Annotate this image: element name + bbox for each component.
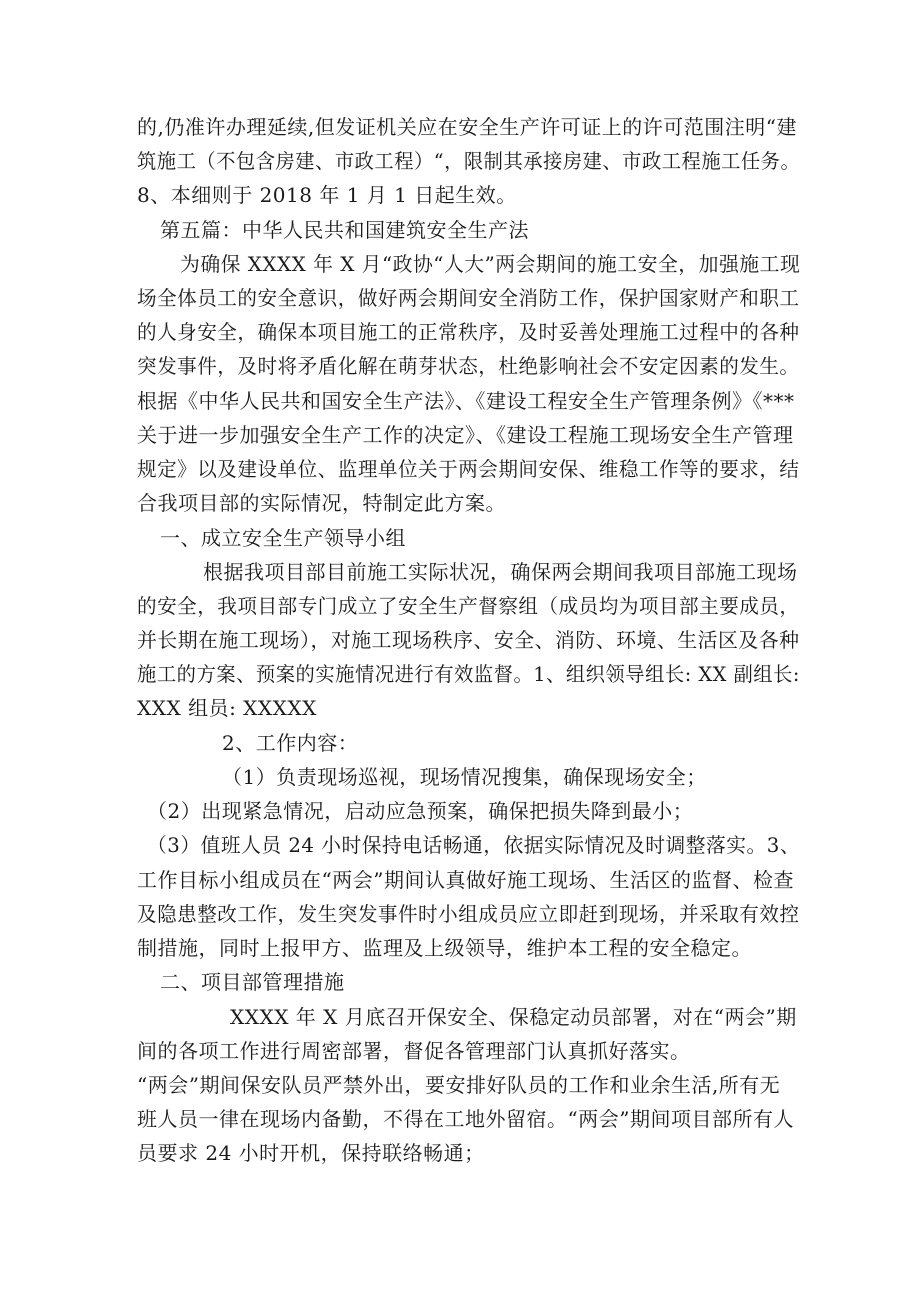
section-heading: 二、项目部管理措施 bbox=[160, 970, 345, 994]
text-line: 合我项目部的实际情况，特制定此方案。 bbox=[137, 491, 506, 515]
text-line: 突发事件，及时将矛盾化解在萌芽状态，杜绝影响社会不安定因素的发生。 bbox=[137, 354, 800, 378]
text-line: 关于进一步加强安全生产工作的决定》、《建设工程施工现场安全生产管理 bbox=[137, 423, 794, 447]
text-line: 根据《中华人民共和国安全生产法》、《建设工程安全生产管理条例》《*** bbox=[137, 389, 795, 413]
text-line: 为确保 XXXX 年 X 月“政协“人大”两会期间的施工安全，加强施工现 bbox=[180, 252, 801, 276]
text-line: 场全体员工的安全意识，做好两会期间安全消防工作，保护国家财产和职工 bbox=[137, 286, 800, 310]
text-line: 的安全，我项目部专门成立了安全生产督察组（成员均为项目部主要成员， bbox=[137, 594, 800, 618]
text-line: 间的各项工作进行周密部署，督促各管理部门认真抓好落实。 bbox=[137, 1039, 691, 1063]
section-heading: 一、成立安全生产领导小组 bbox=[160, 526, 406, 550]
text-line: 8、本细则于 2018 年 1 月 1 日起生效。 bbox=[137, 183, 517, 207]
list-item: （2）出现紧急情况，启动应急预案，确保把损失降到最小； bbox=[147, 799, 694, 823]
text-line: 工作目标小组成员在“两会”期间认真做好施工现场、生活区的监督、检查 bbox=[137, 868, 794, 892]
text-line: 班人员一律在现场内备勤，不得在工地外留宿。“两会”期间项目部所有人 bbox=[137, 1107, 794, 1131]
text-line: 及隐患整改工作，发生突发事件时小组成员应立即赶到现场，并采取有效控 bbox=[137, 902, 800, 926]
text-line: 规定》以及建设单位、监理单位关于两会期间安保、维稳工作等的要求，结 bbox=[137, 457, 800, 481]
text-line: 的人身安全，确保本项目施工的正常秩序，及时妥善处理施工过程中的各种 bbox=[137, 320, 800, 344]
text-line: 员要求 24 小时开机，保持联络畅通； bbox=[137, 1141, 485, 1165]
text-line: 制措施，同时上报甲方、监理及上级领导，维护本工程的安全稳定。 bbox=[137, 936, 752, 960]
text-line: 2、工作内容： bbox=[222, 731, 359, 755]
text-line: XXXX 年 X 月底召开保安全、保稳定动员部署，对在“两会”期 bbox=[230, 1005, 797, 1029]
section-heading: 第五篇：中华人民共和国建筑安全生产法 bbox=[160, 218, 529, 242]
list-item: （3）值班人员 24 小时保持电话畅通，依据实际情况及时调整落实。3、 bbox=[147, 833, 801, 857]
text-line: 施工的方案、预案的实施情况进行有效监督。1、组织领导组长: XX 副组长: bbox=[137, 662, 800, 686]
text-line: 并长期在施工现场），对施工现场秩序、安全、消防、环境、生活区及各种 bbox=[137, 628, 800, 652]
text-line: XXX 组员: XXXXX bbox=[137, 696, 317, 720]
text-line: 的,仍准许办理延续,但发证机关应在安全生产许可证上的许可范围注明“建 bbox=[137, 115, 797, 139]
list-item: （1）负责现场巡视，现场情况搜集，确保现场安全； bbox=[222, 765, 707, 789]
text-line: 根据我项目部目前施工实际状况，确保两会期间我项目部施工现场 bbox=[203, 560, 798, 584]
text-line: 筑施工（不包含房建、市政工程）“，限制其承接房建、市政工程施工任务。 bbox=[137, 149, 801, 173]
text-line: “两会”期间保安队员严禁外出，要安排好队员的工作和业余生活,所有无 bbox=[137, 1073, 781, 1097]
